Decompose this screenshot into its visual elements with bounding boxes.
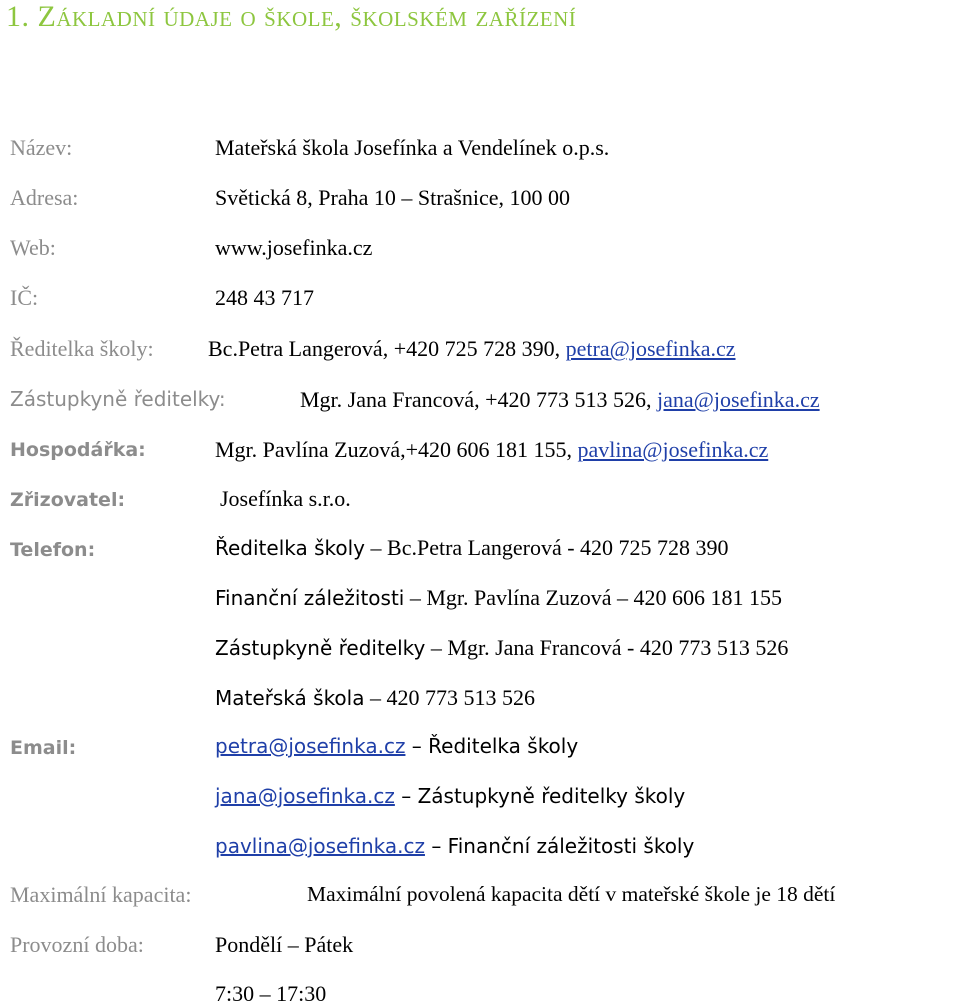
label-kapacita: Maximální kapacita: bbox=[10, 882, 192, 907]
telefon-line-4 bbox=[215, 685, 535, 711]
label-adresa: Adresa: bbox=[10, 185, 79, 210]
telefon-line-1 bbox=[215, 535, 729, 561]
telefon-detail: – Mgr. Pavlína Zuzová – 420 606 181 155 bbox=[404, 585, 783, 610]
reditelka-email-link[interactable]: petra@josefinka.cz bbox=[565, 336, 736, 361]
hospodarka-text: Mgr. Pavlína Zuzová,+420 606 181 155, bbox=[215, 437, 578, 462]
telefon-role: Ředitelka školy bbox=[215, 536, 366, 560]
email-link[interactable]: petra@josefinka.cz bbox=[215, 734, 406, 758]
value-web[interactable]: www.josefinka.cz bbox=[215, 235, 373, 260]
label-telefon: Telefon: bbox=[10, 539, 96, 561]
zastupkyne-text: Mgr. Jana Francová, +420 773 513 526, bbox=[300, 387, 658, 412]
value-zrizovatel: Josefínka s.r.o. bbox=[220, 486, 351, 511]
label-web: Web: bbox=[10, 235, 56, 260]
telefon-detail: – 420 773 513 526 bbox=[364, 685, 535, 710]
zastupkyne-email-link[interactable]: jana@josefinka.cz bbox=[657, 387, 820, 412]
value-adresa: Světická 8, Praha 10 – Strašnice, 100 00 bbox=[215, 185, 570, 210]
value-provozni-dny: Pondělí – Pátek bbox=[215, 932, 354, 957]
value-ic: 248 43 717 bbox=[215, 285, 314, 310]
email-line-1 bbox=[215, 734, 578, 758]
telefon-role: Mateřská škola bbox=[215, 686, 365, 710]
label-hospodarka: Hospodářka: bbox=[10, 439, 146, 461]
value-zastupkyne bbox=[300, 387, 820, 413]
email-role: – Zástupkyně ředitelky školy bbox=[394, 784, 686, 808]
email-link[interactable]: jana@josefinka.cz bbox=[215, 784, 395, 808]
telefon-role: Zástupkyně ředitelky bbox=[215, 636, 426, 660]
label-zastupkyne: Zástupkyně ředitelky: bbox=[10, 387, 226, 411]
value-kapacita: Maximální povolená kapacita dětí v mateřské škole je 18 dětí bbox=[307, 882, 836, 906]
label-zrizovatel: Zřizovatel: bbox=[10, 489, 126, 511]
label-email: Email: bbox=[10, 737, 77, 759]
telefon-detail: – Bc.Petra Langerová - 420 725 728 390 bbox=[365, 535, 729, 560]
value-provozni-cas: 7:30 – 17:30 bbox=[215, 981, 327, 1006]
label-provozni: Provozní doba: bbox=[10, 932, 144, 957]
email-line-2 bbox=[215, 784, 685, 808]
value-nazev: Mateřská škola Josefínka a Vendelínek o.p.s. bbox=[215, 135, 610, 160]
telefon-line-3 bbox=[215, 635, 788, 661]
email-role: – Finanční záležitosti školy bbox=[424, 834, 695, 858]
label-nazev: Název: bbox=[10, 135, 73, 160]
hospodarka-email-link[interactable]: pavlina@josefinka.cz bbox=[577, 437, 769, 462]
value-reditelka bbox=[208, 336, 736, 362]
page-title: 1. Základní údaje o škole, školském zařízení bbox=[6, 0, 577, 33]
telefon-detail: – Mgr. Jana Francová - 420 773 513 526 bbox=[425, 635, 789, 660]
email-role: – Ředitelka školy bbox=[405, 734, 579, 758]
value-hospodarka bbox=[215, 437, 768, 463]
reditelka-text: Bc.Petra Langerová, +420 725 728 390, bbox=[208, 336, 566, 361]
email-link[interactable]: pavlina@josefinka.cz bbox=[215, 834, 425, 858]
telefon-line-2 bbox=[215, 585, 782, 611]
email-line-3 bbox=[215, 834, 694, 858]
telefon-role: Finanční záležitosti bbox=[215, 586, 405, 610]
label-ic: IČ: bbox=[10, 285, 39, 310]
label-reditelka: Ředitelka školy: bbox=[10, 336, 154, 361]
